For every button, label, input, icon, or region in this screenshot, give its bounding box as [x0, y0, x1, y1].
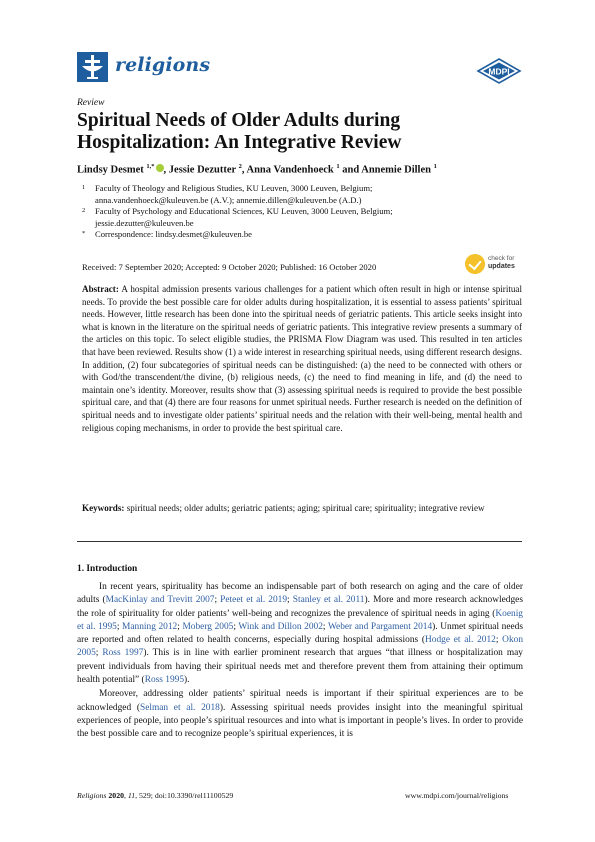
author-separator: ,: [163, 164, 169, 176]
author-name[interactable]: Annemie Dillen: [361, 164, 434, 176]
body-text: ;: [214, 595, 221, 606]
citation-link[interactable]: Stanley et al. 2011: [292, 595, 365, 606]
affiliation-line: jessie.dezutter@kuleuven.be: [95, 217, 194, 228]
keywords-label: Keywords:: [82, 503, 125, 513]
body-text: ).: [184, 675, 190, 686]
body-text: ;: [116, 621, 123, 632]
body-text: ). Assessing spiritual needs provides insight into the meaningful spiritual experiences of people, into people’s spiritual resources and into what is important in people’s lives. In order to provide the best possible care and to recognize people’s spiritual experiences, it is: [77, 702, 524, 740]
abstract-label: Abstract:: [82, 284, 119, 294]
body-text: ;: [495, 635, 503, 646]
affiliation-line: anna.vandenhoeck@kuleuven.be (A.V.); annemie.dillen@kuleuven.be (A.D.): [95, 194, 362, 205]
footer-volume: 11: [127, 791, 136, 800]
chalice-cross-icon: [77, 52, 108, 82]
footer-doi: , 529; doi:10.3390/rel11100529: [135, 791, 234, 800]
body-text: ). Unmet spiritual needs are reported and often related to health concerns, especially during hospital admissions (: [77, 621, 524, 646]
author-name[interactable]: Lindsy Desmet: [77, 164, 147, 176]
body-text: ). More and more research acknowledges the role of spirituality for older patients’ well-being and recognizes the prevalence of spiritual needs in aging (: [77, 595, 523, 619]
author-separator: and: [339, 164, 362, 176]
citation-link[interactable]: Wink and Dillon 2002: [238, 621, 323, 632]
footer-year: 2020: [108, 791, 124, 800]
citation-link[interactable]: Manning 2012: [122, 621, 178, 632]
body-text: ;: [177, 621, 183, 632]
check-updates-line1: check for: [488, 255, 515, 262]
affiliation-line: Faculty of Theology and Religious Studies, KU Leuven, 3000 Leuven, Belgium;: [95, 183, 373, 193]
citation-link[interactable]: Moberg 2005: [182, 621, 234, 632]
check-updates-line2: updates: [488, 263, 515, 270]
citation-link[interactable]: MacKinlay and Trevitt 2007: [105, 595, 215, 606]
body-text: ;: [233, 621, 239, 632]
body-text: In recent years, spirituality has become an indispensable part of both research on aging and the care of older adults (: [77, 582, 523, 606]
affiliation-item: [82, 183, 522, 206]
article-type: Review: [77, 98, 105, 108]
body-text: ;: [95, 648, 103, 659]
affiliation-item: [82, 229, 522, 241]
affiliation-mark: 1: [82, 184, 86, 191]
body-paragraph: [77, 688, 523, 741]
footer-citation: Religions 2020, 11, 529; doi:10.3390/rel11100529: [77, 791, 234, 800]
abstract-text: A hospital admission presents various challenges for a patient which often result in high or intense spiritual needs. To provide the best possible care for older adults during hospitalization, it is essential to assess patients’ spiritual needs. However, little research has been done into the spiritual needs of geriatric patients. This article seeks insight into what is known in the literature on the spiritual needs of geriatric patients. This integrative review presents a summary of the articles on this topic. To select eligible studies, the PRISMA Flow Diagram was used. This resulted in ten articles that have been reviewed. Results show (1) a wide interest in researching spiritual needs, using different research designs. In addition, (2) four subcategories of spiritual needs can be distinguished: (a) the need to be connected with others or with God/the transcendent/the divine, (b) religious needs, (c) the need to find meaning in life, and (d) the need to maintain one’s identity. Moreover, results show that (3) assessing spiritual needs is required to provide the best possible spiritual care, and that (4) there are four reasons for unmet spiritual needs. Further research is needed on the definition of spiritual needs and to investigate older patients’ spiritual needs and the relation with their well-being, mental health and religious coping mechanisms, in order to provide the best spiritual care.: [82, 284, 522, 433]
footer-journal: Religions: [77, 791, 107, 800]
article-body: [77, 581, 523, 742]
affiliations: [82, 183, 522, 241]
citation-link[interactable]: Ross 1997: [102, 648, 144, 659]
citation-link[interactable]: Weber and Pargament 2014: [327, 621, 433, 632]
author-list: [77, 163, 437, 176]
keywords: [82, 502, 522, 515]
svg-text:MDPI: MDPI: [488, 66, 510, 77]
keywords-text: spiritual needs; older adults; geriatric patients; aging; spiritual care; spirituality; integrative review: [124, 503, 485, 513]
affiliation-mark: 2: [82, 207, 86, 215]
mdpi-logo-icon[interactable]: [476, 58, 522, 89]
affiliation-line: Correspondence: lindsy.desmet@kuleuven.be: [95, 229, 252, 240]
citation-link[interactable]: Okon 2005: [77, 635, 524, 659]
citation-link[interactable]: Hodge et al. 2012: [425, 635, 496, 646]
author-affiliation-mark: 2: [238, 163, 242, 170]
article-title: Spiritual Needs of Older Adults during Hospitalization: An Integrative Review: [77, 110, 402, 153]
author-affiliation-mark: 1,*: [146, 163, 155, 170]
body-text: Moreover, addressing older patients’ spiritual needs is important if their spiritual experiences are to be acknowledged (: [77, 689, 523, 713]
author-affiliation-mark: 1: [433, 163, 437, 170]
author-affiliation-mark: 1: [336, 163, 340, 170]
body-text: ). This is in line with earlier prominent research that argues “that illness or hospitalization may prevent individuals from having their spiritual needs met and therefore prevent them from attaining their optimum health potential” (: [77, 648, 523, 686]
checkmark-icon: [465, 254, 485, 274]
journal-name[interactable]: religions: [115, 54, 211, 76]
citation-link[interactable]: Ross 1995: [144, 675, 185, 686]
body-text: ;: [287, 595, 293, 606]
abstract: [82, 283, 522, 434]
body-text: ;: [322, 621, 328, 632]
body-paragraph: [77, 581, 523, 687]
publication-dates: Received: 7 September 2020; Accepted: 9 October 2020; Published: 16 October 2020: [82, 262, 377, 272]
author-separator: ,: [241, 164, 247, 176]
journal-header: [77, 52, 522, 86]
section-divider: [77, 541, 522, 542]
affiliation-item: [82, 206, 522, 229]
citation-link[interactable]: Selman et al. 2018: [139, 702, 220, 713]
section-heading: 1. Introduction: [77, 564, 138, 574]
author-name[interactable]: Anna Vandenhoeck: [246, 164, 337, 176]
check-for-updates-button[interactable]: [465, 253, 523, 275]
citation-link[interactable]: Koenig et al. 1995: [77, 608, 523, 632]
affiliation-mark: *: [82, 230, 86, 238]
citation-link[interactable]: Peteet et al. 2019: [220, 595, 288, 606]
footer-url[interactable]: www.mdpi.com/journal/religions: [405, 791, 509, 800]
affiliation-line: Faculty of Psychology and Educational Sciences, KU Leuven, 3000 Leuven, Belgium;: [95, 206, 393, 217]
orcid-icon[interactable]: [156, 164, 164, 172]
author-name[interactable]: Jessie Dezutter: [168, 164, 239, 176]
